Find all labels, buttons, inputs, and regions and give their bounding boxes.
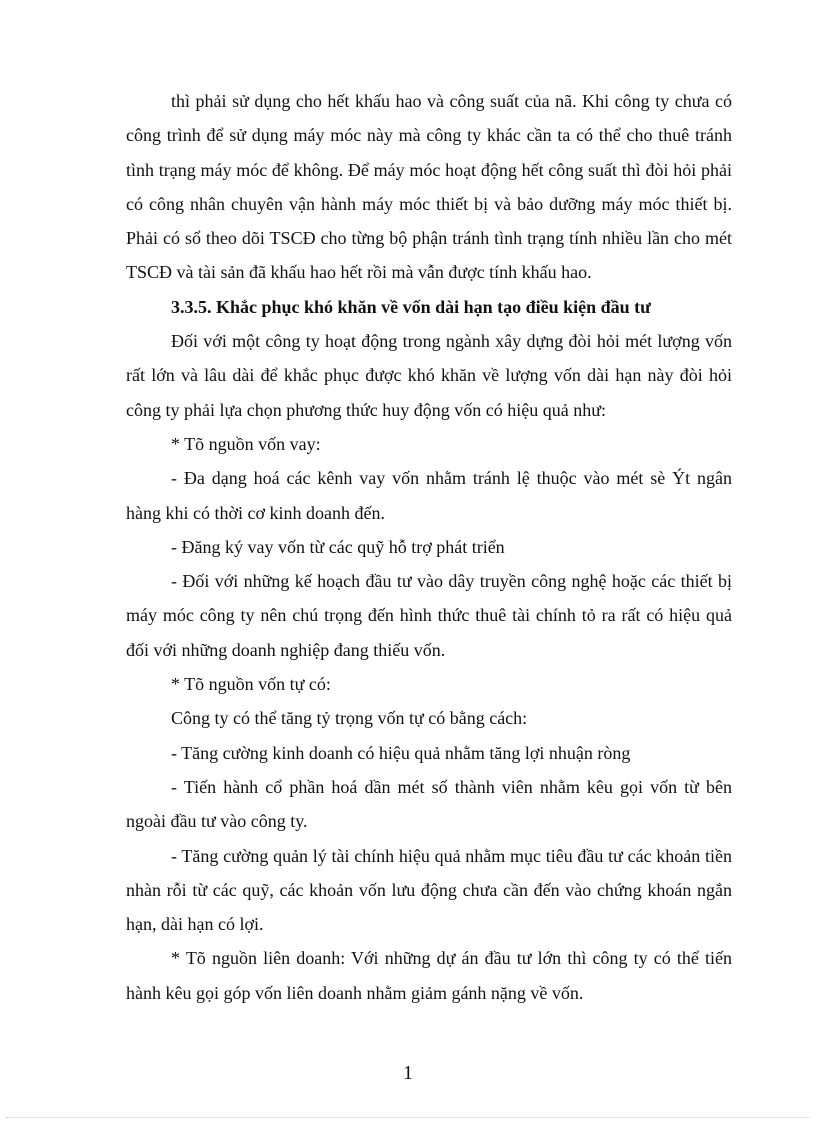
- paragraph-joint-venture: * Tõ nguồn liên doanh: Với những dự án đầu tư lớn thì công ty có thể tiến hành kêu gọi góp vốn liên doanh nhằm giảm gánh nặng về vốn.: [126, 948, 732, 1003]
- paragraph-own-capital-source: * Tõ nguồn vốn tự có:: [171, 674, 331, 695]
- paragraph-depreciation: thì phải sử dụng cho hết khấu hao và công suất của nã. Khi công ty chưa có công trình để sử dụng máy móc này mà công ty khác cần ta có thể cho thuê tránh tình trạng máy móc để không. Để máy móc hoạt động hết công suất thì đòi hỏi phải có công nhân chuyên vận hành máy móc thiết bị và bảo dưỡng máy móc thiết bị. Phải có sổ theo dõi TSCĐ cho từng bộ phận tránh tình trạng tính nhiều lần cho mét TSCĐ và tài sản đã khấu hao hết rồi mà vẫn được tính khấu hao.: [126, 91, 732, 283]
- page-number: 1: [403, 1062, 413, 1084]
- paragraph-financial-management: - Tăng cường quản lý tài chính hiệu quả nhằm mục tiêu đầu tư các khoản tiền nhàn rỗi từ các quỹ, các khoản vốn lưu động chưa cần đến vào chứng khoán ngắn hạn, dài hạn có lợi.: [126, 845, 732, 935]
- paragraph-financial-leasing: - Đối với những kế hoạch đầu tư vào dây truyền công nghệ hoặc các thiết bị máy móc công ty nên chú trọng đến hình thức thuê tài chính tỏ ra rất có hiệu quả đối với những doanh nghiệp đang thiếu vốn.: [126, 571, 732, 660]
- paragraph-equitization: - Tiến hành cổ phần hoá dần mét số thành viên nhằm kêu gọi vốn từ bên ngoài đầu tư vào công ty.: [126, 776, 732, 832]
- paragraph-loan-source: * Tõ nguồn vốn vay:: [171, 433, 321, 454]
- paragraph-intro-capital: Đối với một công ty hoạt động trong ngành xây dựng đòi hỏi mét lượng vốn rất lớn và lâu dài để khắc phục được khó khăn về lượng vốn dài hạn này đòi hỏi công ty phải lựa chọn phương thức huy động vốn có hiệu quả như:: [126, 331, 732, 420]
- paragraph-increase-profit: - Tăng cường kinh doanh có hiệu quả nhằm tăng lợi nhuận ròng: [171, 742, 631, 763]
- paragraph-diversify-loans: - Đa dạng hoá các kênh vay vốn nhằm tránh lệ thuộc vào mét sè Ýt ngân hàng khi có thời cơ kinh doanh đến.: [126, 468, 732, 523]
- page-content: [126, 84, 732, 1010]
- section-heading-3-3-5: 3.3.5. Khắc phục khó khăn về vốn dài hạn tạo điều kiện đầu tư: [171, 296, 651, 317]
- paragraph-own-capital-intro: Công ty có thể tăng tỷ trọng vốn tự có bằng cách:: [171, 708, 528, 729]
- paragraph-register-funds: - Đăng ký vay vốn từ các quỹ hỗ trợ phát triển: [171, 536, 505, 557]
- footer-divider: [6, 1117, 810, 1118]
